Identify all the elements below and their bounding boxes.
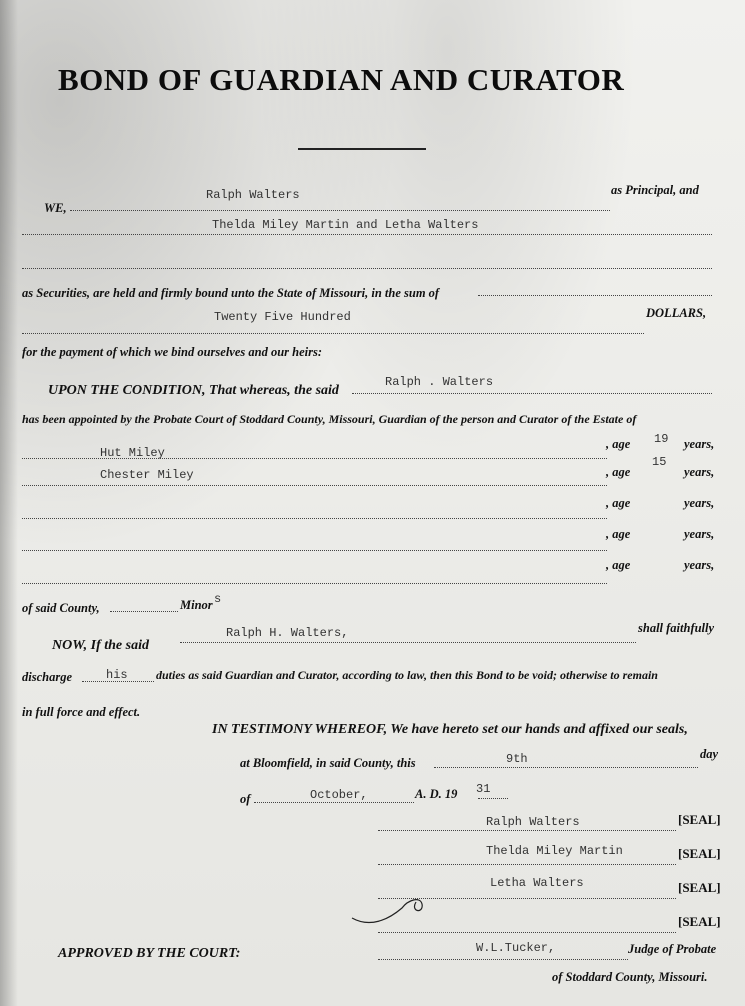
faithfully-label: shall faithfully xyxy=(638,621,715,635)
minor-line xyxy=(22,583,607,584)
principal-line xyxy=(70,210,610,211)
years-label: years, xyxy=(684,558,715,572)
now-label: NOW, If the said xyxy=(52,638,149,653)
condition-label: UPON THE CONDITION, That whereas, the said xyxy=(48,383,339,398)
minor-line xyxy=(22,485,607,486)
securities-names: Thelda Miley Martin and Letha Walters xyxy=(212,218,479,232)
seal-label: [SEAL] xyxy=(678,846,721,861)
day-label: day xyxy=(700,747,719,761)
sum-line xyxy=(22,333,644,334)
sum-amount: Twenty Five Hundred xyxy=(214,310,351,324)
signature-line xyxy=(378,830,676,831)
minor-line xyxy=(22,550,607,551)
age-label: , age xyxy=(606,558,631,572)
of-label: of xyxy=(240,792,251,806)
discharge-line xyxy=(82,681,154,682)
we-label: WE, xyxy=(44,201,67,215)
minor-line xyxy=(22,518,607,519)
minor-name: Chester Miley xyxy=(100,468,194,482)
principal-name: Ralph Walters xyxy=(206,188,300,202)
scan-shadow xyxy=(0,0,18,1006)
age-label: , age xyxy=(606,437,631,451)
years-label: years, xyxy=(684,437,715,451)
signature-line xyxy=(378,864,676,865)
seal-label: [SEAL] xyxy=(678,880,721,895)
years-label: years, xyxy=(684,465,715,479)
sum-lead-line xyxy=(478,295,712,296)
as-principal-label: as Principal, and xyxy=(611,183,699,197)
signature-line xyxy=(378,932,676,933)
title-underline xyxy=(298,148,426,150)
minor-name: Hut Miley xyxy=(100,446,165,460)
minor-suffix: s xyxy=(214,592,222,606)
month-line xyxy=(254,802,414,803)
dollars-label: DOLLARS, xyxy=(646,306,707,320)
judge-title: Judge of Probate xyxy=(628,942,717,956)
securities-line-1 xyxy=(22,234,712,235)
signature-name: Ralph Walters xyxy=(486,815,580,829)
force-text: in full force and effect. xyxy=(22,705,141,719)
age-label: , age xyxy=(606,465,631,479)
judge-name: W.L.Tucker, xyxy=(476,941,556,955)
approved-label: APPROVED BY THE COURT: xyxy=(58,946,241,961)
payment-text: for the payment of which we bind ourselves and our heirs: xyxy=(22,345,323,359)
discharge-word: his xyxy=(106,668,128,682)
signature-name: Thelda Miley Martin xyxy=(486,844,623,858)
ad-label: A. D. 19 xyxy=(415,787,458,801)
month-value: October, xyxy=(310,788,368,802)
document-title: BOND OF GUARDIAN AND CURATOR xyxy=(58,62,625,97)
years-label: years, xyxy=(684,496,715,510)
seal-label: [SEAL] xyxy=(678,914,721,929)
discharge-label: discharge xyxy=(22,670,72,684)
year-line xyxy=(478,798,508,799)
now-line xyxy=(180,642,636,643)
seal-label: [SEAL] xyxy=(678,812,721,827)
appointed-text: has been appointed by the Probate Court of Stoddard County, Missouri, Guardian of the person and Curator of the Estate of xyxy=(22,412,637,426)
securities-text: as Securities, are held and firmly bound unto the State of Missouri, in the sum of xyxy=(22,286,440,300)
pen-mark xyxy=(350,890,430,930)
signature-name: Letha Walters xyxy=(490,876,584,890)
judge-line xyxy=(378,959,628,960)
condition-name: Ralph . Walters xyxy=(385,375,494,389)
bloomfield-text: at Bloomfield, in said County, this xyxy=(240,756,416,770)
securities-line-2 xyxy=(22,268,712,269)
age-label: , age xyxy=(606,496,631,510)
judge-county: of Stoddard County, Missouri. xyxy=(552,970,708,984)
years-label: years, xyxy=(684,527,715,541)
now-name: Ralph H. Walters, xyxy=(226,626,349,640)
testimony-text: IN TESTIMONY WHEREOF, We have hereto set our hands and affixed our seals, xyxy=(212,722,688,737)
county-line xyxy=(110,611,178,612)
duties-text: duties as said Guardian and Curator, according to law, then this Bond to be void; otherwise to remain xyxy=(156,668,658,682)
minor-label: Minor xyxy=(180,598,213,612)
minor-age: 19 xyxy=(654,432,669,446)
county-label: of said County, xyxy=(22,601,100,615)
minor-line xyxy=(22,458,607,459)
day-value: 9th xyxy=(506,752,528,766)
year-suffix: 31 xyxy=(476,782,491,796)
age-label: , age xyxy=(606,527,631,541)
minor-age: 15 xyxy=(652,455,667,469)
condition-line xyxy=(352,393,712,394)
day-line xyxy=(434,767,698,768)
